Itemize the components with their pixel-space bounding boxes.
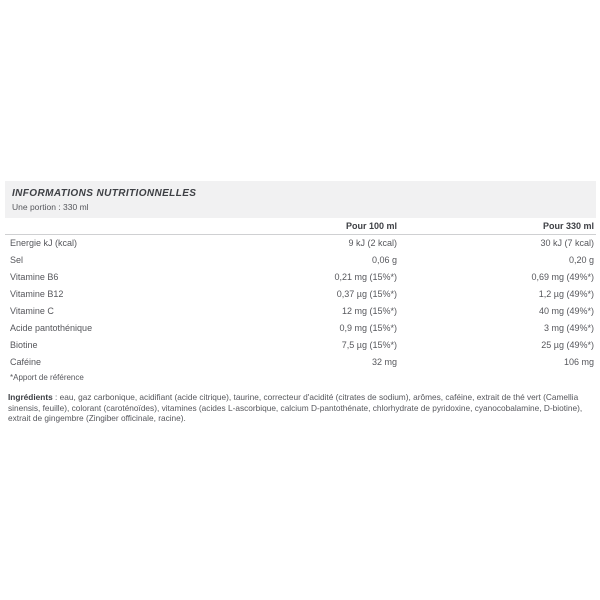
row-value-100ml: 9 kJ (2 kcal) (348, 238, 397, 248)
section-title: INFORMATIONS NUTRITIONNELLES (12, 188, 197, 199)
ingredients-label: Ingrédients (8, 392, 53, 402)
ingredients-paragraph (8, 392, 594, 424)
row-value-330ml: 1,2 µg (49%*) (538, 289, 594, 299)
row-label: Acide pantothénique (10, 323, 93, 333)
row-value-100ml: 0,37 µg (15%*) (336, 289, 397, 299)
row-value-330ml: 30 kJ (7 kcal) (540, 238, 594, 248)
row-label: Vitamine B6 (10, 272, 59, 282)
row-value-100ml: 12 mg (15%*) (341, 306, 397, 316)
row-value-330ml: 25 µg (49%*) (541, 340, 594, 350)
table-row-energie (5, 235, 596, 252)
row-value-100ml: 0,06 g (371, 255, 397, 265)
row-value-100ml: 0,21 mg (15%*) (334, 272, 397, 282)
table-row-acide-pantothenique (5, 320, 596, 337)
row-label: Vitamine C (10, 306, 54, 316)
table-row-vitamine-b6 (5, 269, 596, 286)
row-label: Sel (10, 255, 24, 265)
row-value-100ml: 7,5 µg (15%*) (341, 340, 397, 350)
row-value-330ml: 106 mg (563, 357, 594, 367)
nutrition-table (5, 218, 596, 382)
column-header-per-330ml: Pour 330 ml (542, 221, 594, 231)
row-value-330ml: 0,20 g (568, 255, 594, 265)
row-value-100ml: 0,9 mg (15%*) (339, 323, 397, 333)
table-row-biotine (5, 337, 596, 354)
row-label: Vitamine B12 (10, 289, 64, 299)
table-row-sel (5, 252, 596, 269)
nutrition-header-band (5, 181, 596, 218)
row-value-330ml: 3 mg (49%*) (543, 323, 594, 333)
portion-subtitle: Une portion : 330 ml (12, 202, 89, 212)
row-label: Caféine (10, 357, 42, 367)
row-value-330ml: 0,69 mg (49%*) (531, 272, 594, 282)
ingredients-text: : eau, gaz carbonique, acidifiant (acide citrique), taurine, correcteur d'acidité (citrates de sodium), arômes, caféine, extrait de thé vert (Camellia sinensis, feuille), colorant (caroténoïdes), vitamines (acides L-ascorbique, calcium D-pantothénate, chlorhydrate de pyridoxine, cyanocobalamine, D-biotine), extrait de gingembre (Zingiber officinale, racine). (8, 392, 583, 423)
table-header-row (5, 218, 596, 235)
table-row-vitamine-b12 (5, 286, 596, 303)
column-header-per-100ml: Pour 100 ml (345, 221, 397, 231)
reference-intake-footnote: *Apport de référence (10, 373, 84, 382)
row-label: Biotine (10, 340, 38, 350)
row-value-330ml: 40 mg (49%*) (538, 306, 594, 316)
table-row-cafeine (5, 354, 596, 371)
nutrition-panel (5, 181, 596, 424)
table-row-vitamine-c (5, 303, 596, 320)
row-label: Energie kJ (kcal) (10, 238, 78, 248)
row-value-100ml: 32 mg (371, 357, 397, 367)
